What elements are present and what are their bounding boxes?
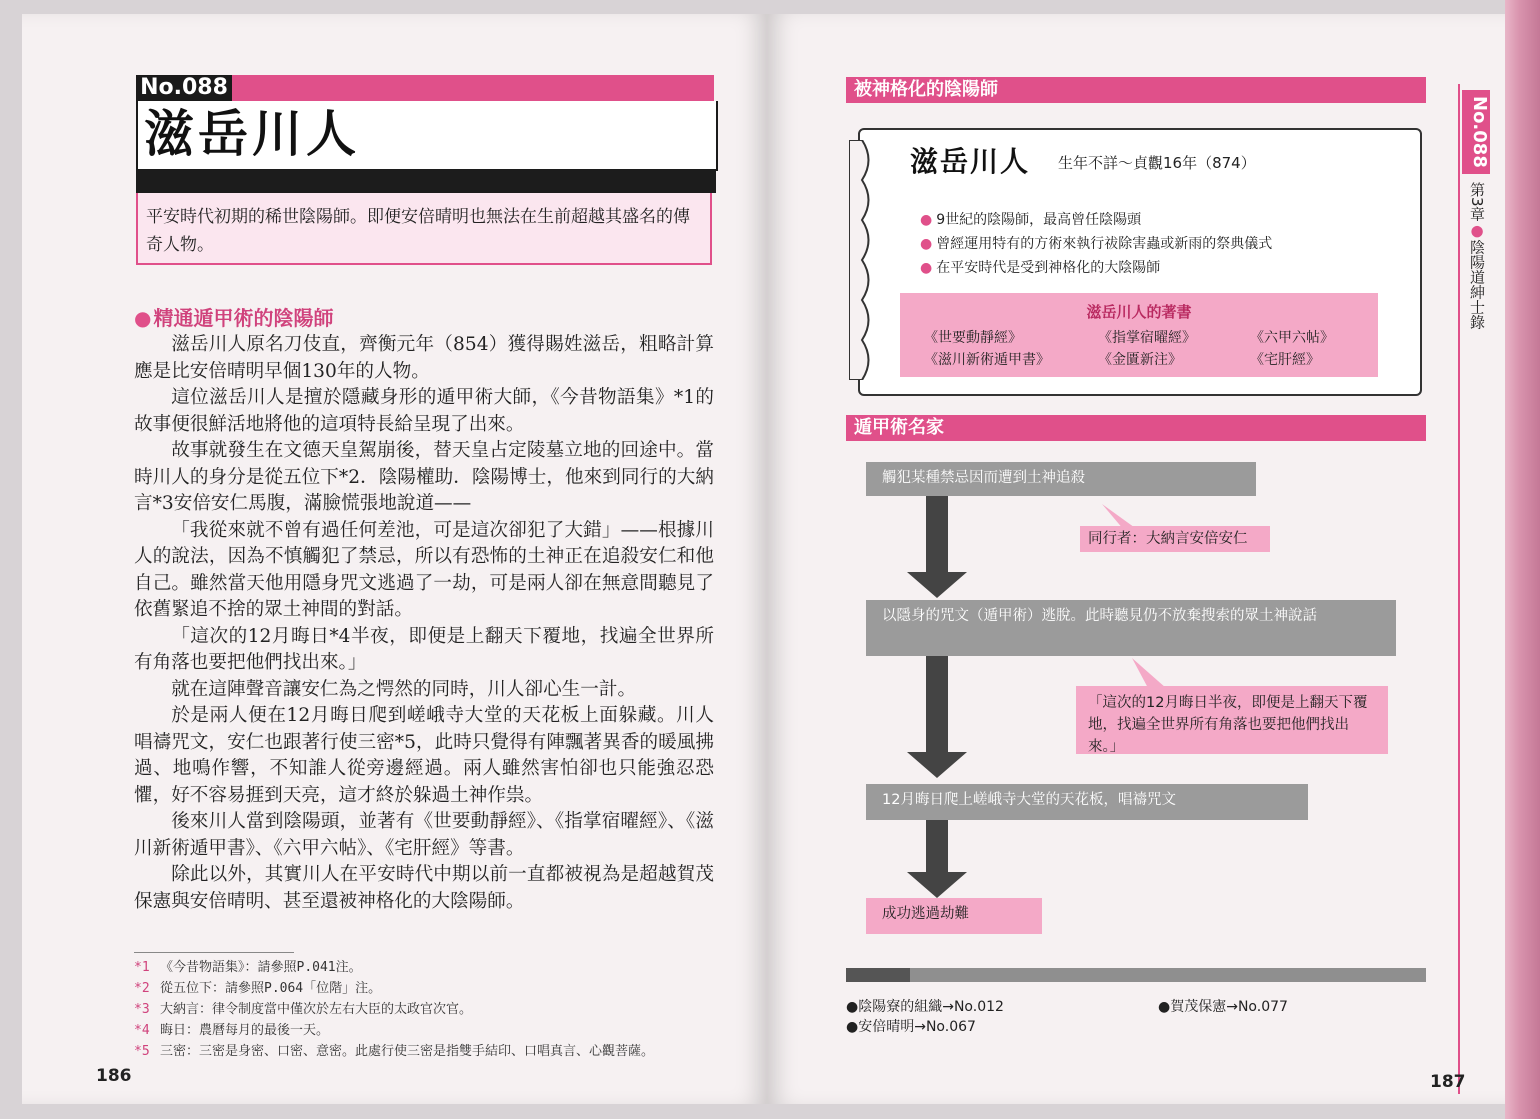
flow-arrow-down-icon	[907, 572, 967, 598]
bullet-dot-icon: ●	[920, 212, 933, 228]
page-edges	[1505, 0, 1540, 1119]
card-scallop-edge	[849, 140, 875, 380]
page-title: 滋岳川人	[144, 104, 360, 163]
flow-arrow-down-icon	[907, 752, 967, 778]
footnote-rule	[134, 952, 294, 953]
footnote-text: 晦日：農曆每月的最後一天。	[160, 1023, 330, 1038]
footnote-text: 從五位下：請參照P.064「位階」注。	[160, 981, 382, 996]
paragraph: 這位滋岳川人是擅於隱藏身形的遁甲術大師，《今昔物語集》*1的故事便很鮮活地將他的這項特長給呈現了出來。	[134, 387, 714, 435]
footnote	[134, 1020, 714, 1041]
flow-arrow-shaft	[926, 650, 948, 754]
footnote-text: 三密：三密是身密、口密、意密。此處行使三密是指雙手結印、口唱真言、心觀菩薩。	[160, 1044, 655, 1059]
side-entry-number: No.088	[1462, 90, 1490, 174]
bullet-dot-icon: ●	[920, 260, 933, 276]
title-accent-bar	[232, 75, 714, 101]
paragraph: 故事就發生在文德天皇駕崩後，替天皇占定陵墓立地的回途中。當時川人的身分是從五位下*2．陰陽權助．陰陽博士，他來到同行的大納言*3安倍安仁馬腹，滿臉慌張地說道——	[134, 440, 714, 514]
title-box	[136, 101, 718, 171]
paragraph: 滋岳川人原名刀伎直，齊衡元年（854）獲得賜姓滋岳，粗略計算應是比安倍晴明早個130年的人物。	[134, 334, 714, 382]
section-heading-text: 精通遁甲術的陰陽師	[153, 306, 334, 330]
paragraph: 就在這陣聲音讓安仁為之愕然的同時，川人卻心生一計。	[171, 678, 637, 700]
side-chapter	[1464, 182, 1490, 330]
work-title: 《滋川新術遁甲書》	[924, 352, 1050, 368]
bullet-dot-icon: ●	[134, 306, 152, 330]
flow-step-1: 觸犯某種禁忌因而遭到土神追殺	[866, 462, 1256, 496]
callout-companion: 同行者：大納言安倍安仁	[1080, 526, 1270, 552]
paragraph: 於是兩人便在12月晦日爬到嵯峨寺大堂的天花板上面躲藏。川人唱禱咒文，安仁也跟著行使三密*5，此時只覺得有陣飄著異香的暖風拂過、地鳴作響，不知誰人從旁邊經過。兩人雖然害怕卻也只能強忍恐懼，好不容易捱到天亮，這才終於躲過土神作祟。	[134, 705, 714, 806]
body-text	[134, 332, 714, 915]
footnote	[134, 978, 714, 999]
side-rule	[1458, 84, 1460, 1094]
page-number-right: 187	[1430, 1072, 1466, 1092]
footnote-key: *3	[134, 1002, 150, 1017]
summary-box: 平安時代初期的稀世陰陽師。即便安倍晴明也無法在生前超越其盛名的傳奇人物。	[136, 193, 712, 265]
bullet-item	[920, 208, 1272, 232]
card-dates: 生年不詳～貞觀16年（874）	[1058, 154, 1256, 172]
footnote-text: 大納言：律令制度當中僅次於左右大臣的太政官次官。	[160, 1002, 473, 1017]
footnote-key: *2	[134, 981, 150, 996]
bullet-item	[920, 232, 1272, 256]
paragraph: 除此以外，其實川人在平安時代中期以前一直都被視為是超越賀茂保憲與安倍晴明、甚至還被神格化的大陰陽師。	[134, 864, 714, 912]
works-title: 滋岳川人的著書	[1086, 303, 1192, 321]
footnote-key: *5	[134, 1044, 150, 1059]
section-heading-text: 被神格化的陰陽師	[854, 79, 998, 100]
related-items-tag	[846, 968, 910, 982]
work-title: 《指掌宿曜經》	[1098, 330, 1196, 346]
footnote-key: *4	[134, 1023, 150, 1038]
work-title: 《世要動靜經》	[924, 330, 1022, 346]
card-name: 滋岳川人	[910, 145, 1031, 178]
title-band	[136, 169, 716, 193]
bullet-dot-icon: ●	[920, 236, 933, 252]
related-items-bar	[846, 968, 1426, 982]
bullet-dot-icon: ●	[1468, 221, 1486, 240]
flow-arrow-shaft	[926, 818, 948, 874]
work-title: 《宅肝經》	[1250, 352, 1320, 368]
entry-number: No.088	[136, 75, 232, 101]
card-bullets	[920, 208, 1272, 280]
section-heading-deified	[846, 77, 1426, 103]
bullet-text: 曾經運用特有的方術來執行祓除害蟲或新雨的祭典儀式	[936, 236, 1273, 252]
work-title: 《六甲六帖》	[1250, 330, 1334, 346]
callout-pointer	[1128, 658, 1168, 688]
section-heading-tonkou	[846, 415, 1426, 441]
work-title: 《金匱新注》	[1098, 352, 1182, 368]
callout-quote: 「這次的12月晦日半夜，即便是上翻天下覆地，找遍全世界所有角落也要把他們找出來。」	[1076, 686, 1388, 754]
page-number-left: 186	[96, 1066, 132, 1086]
paragraph: 「這次的12月晦日*4半夜，即便是上翻天下覆地，找遍全世界所有角落也要把他們找出來。」	[134, 625, 714, 673]
bullet-item	[920, 256, 1272, 280]
chapter-title: 陰陽道紳士錄	[1468, 239, 1486, 330]
ref-link[interactable]: ●陰陽寮的組織→No.012	[846, 999, 1004, 1015]
footnote-key: *1	[134, 960, 150, 975]
ref-link[interactable]: ●安倍晴明→No.067	[846, 1019, 976, 1035]
flow-arrow-shaft	[926, 494, 948, 574]
works-box	[900, 293, 1378, 377]
bullet-text: 在平安時代是受到神格化的大陰陽師	[936, 260, 1161, 276]
paragraph: 後來川人當到陰陽頭，並著有《世要動靜經》、《指掌宿曜經》、《滋川新術遁甲書》、《六甲六帖》、《宅肝經》等書。	[134, 811, 714, 859]
footnotes	[134, 957, 714, 1062]
bullet-text: 9世紀的陰陽師，最高曾任陰陽頭	[936, 212, 1142, 228]
footnote-text: 《今昔物語集》：請參照P.041注。	[160, 960, 362, 975]
flow-step-4: 成功逃過劫難	[866, 898, 1042, 934]
ref-link[interactable]: ●賀茂保憲→No.077	[1158, 999, 1288, 1015]
footnote	[134, 957, 714, 978]
chapter-number: 第3章	[1468, 182, 1486, 222]
flow-arrow-down-icon	[907, 872, 967, 898]
paragraph: 「我從來就不曾有過任何差池，可是這次卻犯了大錯」——根據川人的說法，因為不慎觸犯了禁忌，所以有恐怖的土神正在追殺安仁和他自己。雖然當天他用隱身咒文逃過了一劫，可是兩人卻在無意間聽見了依舊緊追不捨的眾土神間的對話。	[134, 519, 714, 620]
footnote	[134, 1041, 714, 1062]
section-heading-text: 遁甲術名家	[854, 417, 944, 438]
flow-step-3: 12月晦日爬上嵯峨寺大堂的天花板，唱禱咒文	[866, 784, 1308, 820]
section-heading	[134, 302, 333, 331]
footnote	[134, 999, 714, 1020]
flow-step-2: 以隱身的咒文（遁甲術）逃脫。此時聽見仍不放棄搜索的眾土神說話	[866, 600, 1396, 656]
